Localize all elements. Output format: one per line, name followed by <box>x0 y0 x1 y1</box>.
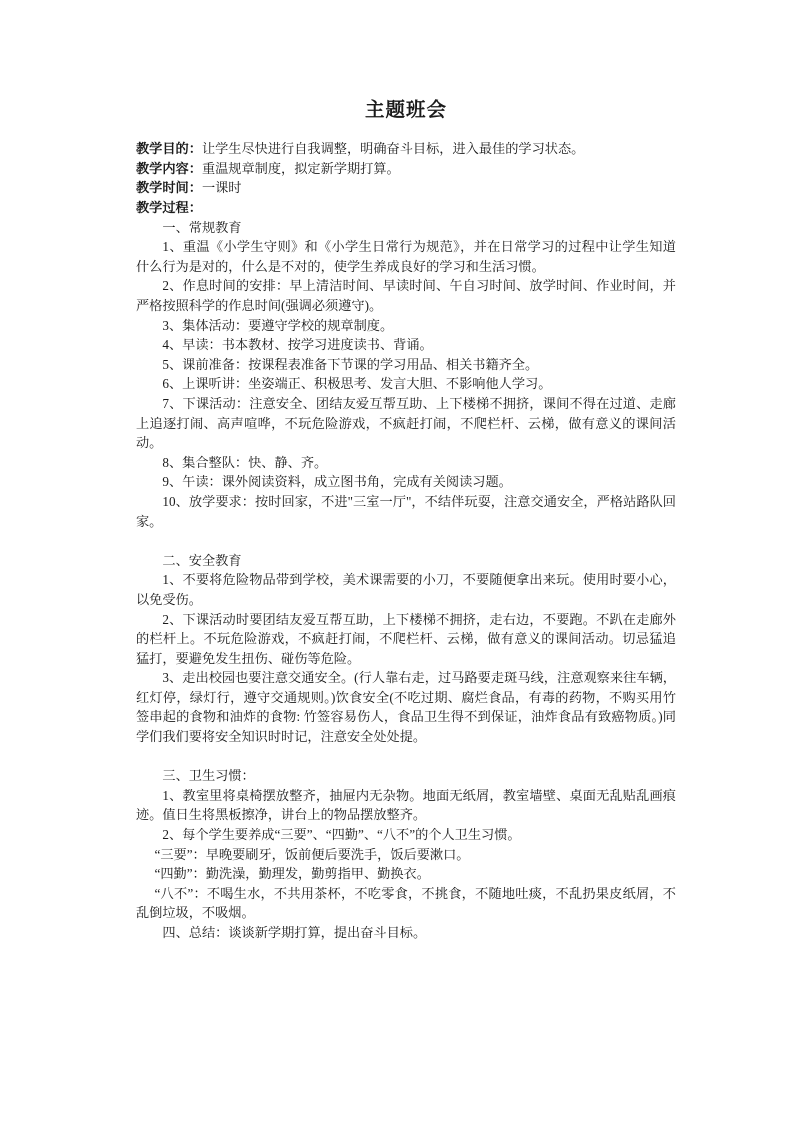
paragraph: 10、放学要求：按时回家，不进"三室一厅"，不结伴玩耍，注意交通安全，严格站路队回家。 <box>136 493 676 529</box>
paragraph: 3、集体活动：要遵守学校的规章制度。 <box>162 317 394 333</box>
paragraph: 2、每个学生要养成“三要”、“四勤”、“八不”的个人卫生习惯。 <box>162 827 521 843</box>
paragraph-spacer <box>136 747 676 767</box>
paragraph: 1、重温《小学生守则》和《小学生日常行为规范》，并在日常学习的过程中让学生知道什么行为是对的，什么是不对的，使学生养成良好的学习和生活习惯。 <box>136 239 676 274</box>
paragraph: 6、上课听讲：坐姿端正、积极思考、发言大胆、不影响他人学习。 <box>162 376 552 392</box>
paragraph: 1、不要将危险物品带到学校，美术课需要的小刀，不要随便拿出来玩。使用时要小心，以免受伤。 <box>136 572 676 607</box>
section-heading-safety-education: 二、安全教育 <box>162 552 242 568</box>
meta-separator-teaching-process: ： <box>188 200 202 216</box>
paragraph: “三要”：早晚要刷牙，饭前便后要洗手，饭后要漱口。 <box>154 846 470 862</box>
document-body <box>136 96 676 943</box>
paragraph: 7、下课活动：注意安全、团结友爱互帮互助、上下楼梯不拥挤，课间不得在过道、走廊上追逐打闹、高声喧哗，不玩危险游戏，不疯赶打闹，不爬栏杆、云梯，做有意义的课间活动。 <box>136 395 676 451</box>
paragraph: “八不”：不喝生水，不共用茶杯，不吃零食，不挑食，不随地吐痰，不乱扔果皮纸屑，不乱倒垃圾，不吸烟。 <box>136 885 676 921</box>
meta-row-teaching-purpose <box>136 139 676 159</box>
meta-separator-teaching-time: ： <box>188 180 202 196</box>
meta-label-teaching-purpose: 教学目的 <box>136 141 189 157</box>
meta-value-teaching-purpose: 让学生尽快进行自我调整，明确奋斗目标，进入最佳的学习状态。 <box>201 141 585 157</box>
meta-value-teaching-content: 重温规章制度，拟定新学期打算。 <box>201 160 400 176</box>
paragraph: 2、作息时间的安排：早上清洁时间、早读时间、午自习时间、放学时间、作业时间，并严格按照科学的作息时间(强调必须遵守)。 <box>136 278 676 313</box>
page-title: 主题班会 <box>364 99 447 121</box>
meta-row-teaching-process <box>136 198 676 218</box>
meta-row-teaching-time <box>136 178 676 198</box>
meta-separator-teaching-purpose: ： <box>188 141 202 157</box>
paragraph-spacer <box>136 531 676 551</box>
meta-label-teaching-process: 教学过程 <box>136 200 189 216</box>
meta-value-teaching-time: 一课时 <box>201 180 242 196</box>
paragraph: 2、下课活动时要团结友爱互帮互助，上下楼梯不拥挤，走右边，不要跑。不趴在走廊外的栏杆上。不玩危险游戏，不疯赶打闹，不爬栏杆、云梯，做有意义的课间活动。切忌猛追猛打，要避免发生扭伤、碰伤等危险。 <box>136 611 676 666</box>
section-heading-summary: 四、总结：谈谈新学期打算，提出奋斗目标。 <box>162 925 427 940</box>
paragraph: 4、早读：书本教材、按学习进度读书、背诵。 <box>162 337 433 353</box>
meta-row-teaching-content <box>136 159 676 179</box>
meta-label-teaching-content: 教学内容 <box>136 160 189 176</box>
section-heading-routine-education: 一、常规教育 <box>162 219 242 235</box>
paragraph: 8、集合整队：快、静、齐。 <box>162 454 328 470</box>
paragraph: 9、午读：课外阅读资料，成立图书角，完成有关阅读习题。 <box>162 474 512 490</box>
paragraph: 1、教室里将桌椅摆放整齐，抽屉内无杂物。地面无纸屑，教室墙壁、桌面无乱贴乱画痕迹。值日生将黑板擦净，讲台上的物品摆放整齐。 <box>136 787 676 823</box>
meta-separator-teaching-content: ： <box>188 160 202 176</box>
meta-label-teaching-time: 教学时间 <box>136 180 189 196</box>
section-heading-hygiene-habits: 三、卫生习惯： <box>162 768 255 784</box>
paragraph: 5、课前准备：按课程表准备下节课的学习用品、相关书籍齐全。 <box>162 356 539 372</box>
paragraph: “四勤”：勤洗澡，勤理发，勤剪指甲、勤换衣。 <box>154 866 430 882</box>
paragraph: 3、走出校园也要注意交通安全。(行人靠右走，过马路要走斑马线，注意观察来往车辆，红灯停，绿灯行，遵守交通规则。)饮食安全(不吃过期、腐烂食品，有毒的药物，不购买用竹签串起的食物和油炸的食物: 竹签容易伤人，食品卫生得不到保证，油炸食品有致癌物质。)同学们我们要将安全知识时时记，注意安全处处提。 <box>136 670 676 745</box>
